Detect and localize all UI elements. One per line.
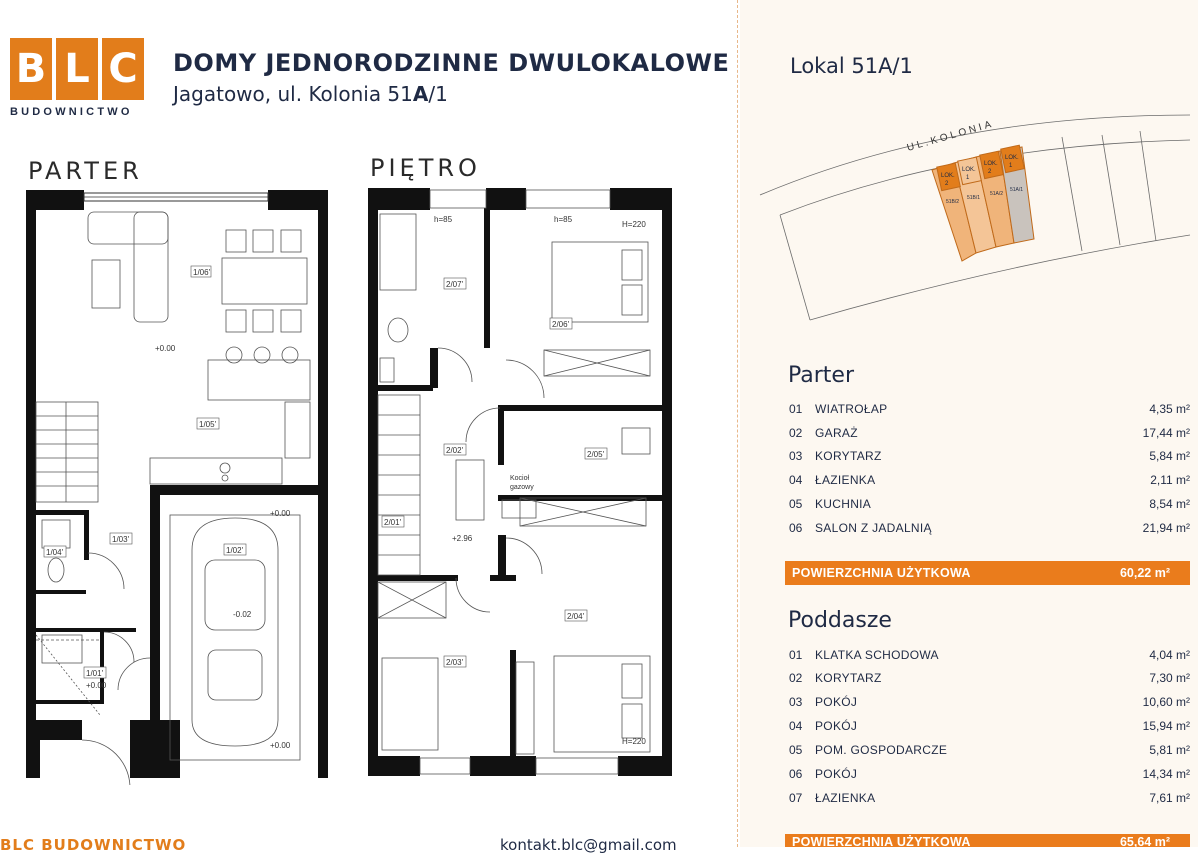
wall bbox=[26, 740, 40, 778]
table-row bbox=[789, 648, 1190, 668]
wall bbox=[368, 756, 420, 776]
level-mark: +0.00 bbox=[270, 741, 291, 750]
room-name: KORYTARZ bbox=[815, 671, 882, 685]
room-name: KLATKA SCHODOWA bbox=[815, 648, 939, 662]
total-label: POWIERZCHNIA UŻYTKOWA bbox=[792, 566, 971, 580]
footer-company: BLC BUDOWNICTWO bbox=[0, 836, 187, 854]
wall bbox=[430, 348, 438, 388]
street-label: UL.KOLONIA bbox=[905, 118, 996, 154]
table-row bbox=[789, 449, 1190, 469]
logo-letter-b: B bbox=[10, 38, 52, 100]
address-prefix: Jagatowo, ul. Kolonia 51 bbox=[173, 82, 413, 106]
wall bbox=[484, 208, 490, 348]
room-name: POKÓJ bbox=[815, 695, 858, 709]
lok-label: LOK. bbox=[962, 167, 976, 173]
room-area: 5,81 m² bbox=[1149, 743, 1190, 757]
room-area: 7,30 m² bbox=[1149, 671, 1190, 685]
wall bbox=[84, 510, 89, 560]
height-note: H=220 bbox=[622, 737, 646, 746]
room-area: 8,54 m² bbox=[1149, 497, 1190, 511]
parter-section-title: Parter bbox=[788, 363, 855, 388]
table-row bbox=[789, 767, 1190, 787]
wall bbox=[36, 590, 86, 594]
room-area: 2,11 m² bbox=[1150, 473, 1190, 487]
height-note: h=85 bbox=[554, 215, 573, 224]
table-row bbox=[789, 521, 1190, 541]
wall bbox=[470, 756, 536, 776]
room-area: 15,94 m² bbox=[1142, 719, 1190, 733]
room-area: 21,94 m² bbox=[1142, 521, 1190, 535]
room-label: 2/06' bbox=[552, 320, 570, 329]
logo-letter-c: C bbox=[102, 38, 144, 100]
total-label: POWIERZCHNIA UŻYTKOWA bbox=[792, 835, 971, 847]
room-name: ŁAZIENKA bbox=[815, 791, 876, 805]
table-row bbox=[789, 497, 1190, 517]
parter-total-bar bbox=[785, 561, 1190, 585]
level-mark: +2.96 bbox=[452, 534, 473, 543]
level-mark: -0.02 bbox=[233, 610, 252, 619]
wall bbox=[318, 190, 328, 778]
height-note: h=85 bbox=[434, 215, 453, 224]
parter-floor-plan bbox=[0, 180, 340, 785]
lok-label: LOK. bbox=[984, 161, 998, 167]
table-row bbox=[789, 695, 1190, 715]
room-name: KORYTARZ bbox=[815, 449, 882, 463]
wall bbox=[510, 650, 516, 756]
table-row bbox=[789, 791, 1190, 811]
room-label: 1/04' bbox=[46, 548, 64, 557]
plot-label: 51A/1 bbox=[1010, 187, 1024, 193]
row-number: 05 bbox=[789, 743, 803, 757]
wall bbox=[662, 188, 672, 776]
address-suffix: /1 bbox=[428, 82, 448, 106]
site-map bbox=[750, 95, 1195, 345]
room-area: 4,04 m² bbox=[1149, 648, 1190, 662]
row-number: 06 bbox=[789, 767, 803, 781]
room-area: 4,35 m² bbox=[1149, 402, 1190, 416]
wall bbox=[490, 575, 516, 581]
wall bbox=[498, 405, 662, 411]
pietro-floor-plan bbox=[360, 180, 690, 785]
table-row bbox=[789, 743, 1190, 763]
boiler-note: gazowy bbox=[510, 484, 534, 491]
wall bbox=[486, 188, 526, 210]
room-label: 2/03' bbox=[446, 658, 464, 667]
row-number: 02 bbox=[789, 671, 803, 685]
table-row bbox=[789, 671, 1190, 691]
room-area: 17,44 m² bbox=[1142, 426, 1190, 440]
wall bbox=[36, 628, 136, 632]
row-number: 03 bbox=[789, 695, 803, 709]
room-label: 2/02' bbox=[446, 446, 464, 455]
room-name: WIATROŁAP bbox=[815, 402, 888, 416]
room-area: 10,60 m² bbox=[1142, 695, 1190, 709]
table-row bbox=[789, 402, 1190, 422]
logo-subtitle: BUDOWNICTWO bbox=[10, 106, 133, 118]
wall bbox=[26, 190, 36, 778]
lok-label: LOK. bbox=[941, 173, 955, 179]
room-name: KUCHNIA bbox=[815, 497, 872, 511]
total-value: 60,22 m² bbox=[1119, 566, 1170, 580]
room-name: POM. GOSPODARCZE bbox=[815, 743, 948, 757]
room-label: 1/01' bbox=[86, 669, 104, 678]
plot-label: 51B/2 bbox=[946, 199, 960, 205]
address-subtitle bbox=[173, 82, 448, 106]
plot-label: 51B/1 bbox=[967, 195, 981, 201]
level-mark: +0.00 bbox=[155, 344, 176, 353]
wall bbox=[618, 756, 672, 776]
plot-label: 51A/2 bbox=[990, 191, 1004, 197]
table-row bbox=[789, 426, 1190, 446]
room-label: 1/06' bbox=[193, 268, 211, 277]
row-number: 01 bbox=[789, 402, 803, 416]
address-bold: A bbox=[412, 82, 429, 106]
parter-plan-label: PARTER bbox=[28, 157, 143, 185]
room-name: ŁAZIENKA bbox=[815, 473, 876, 487]
room-label: 2/07' bbox=[446, 280, 464, 289]
logo-letter-l: L bbox=[56, 38, 98, 100]
lok-label: 2 bbox=[945, 181, 949, 187]
wall bbox=[368, 188, 378, 776]
room-label: 1/05' bbox=[199, 420, 217, 429]
row-number: 03 bbox=[789, 449, 803, 463]
table-row bbox=[789, 719, 1190, 739]
level-mark: +0.00 bbox=[86, 681, 107, 690]
wall bbox=[498, 535, 506, 575]
row-number: 02 bbox=[789, 426, 803, 440]
room-label: 1/03' bbox=[112, 535, 130, 544]
boiler-note: Kocioł bbox=[510, 475, 530, 482]
row-number: 04 bbox=[789, 719, 803, 733]
room-label: 2/04' bbox=[567, 612, 585, 621]
wall bbox=[150, 485, 160, 775]
lokal-title: Lokal 51A/1 bbox=[790, 54, 913, 78]
row-number: 05 bbox=[789, 497, 803, 511]
room-label: 2/01' bbox=[384, 518, 402, 527]
row-number: 01 bbox=[789, 648, 803, 662]
row-number: 04 bbox=[789, 473, 803, 487]
wall bbox=[150, 485, 320, 495]
room-area: 5,84 m² bbox=[1149, 449, 1190, 463]
room-name: POKÓJ bbox=[815, 767, 858, 781]
poddasze-section-title: Poddasze bbox=[788, 608, 892, 633]
room-name: POKÓJ bbox=[815, 719, 858, 733]
room-area: 7,61 m² bbox=[1149, 791, 1190, 805]
pietro-plan-label: PIĘTRO bbox=[370, 154, 481, 182]
wall bbox=[36, 700, 104, 704]
row-number: 06 bbox=[789, 521, 803, 535]
lok-label: LOK. bbox=[1005, 155, 1019, 161]
wall bbox=[36, 510, 88, 515]
wall bbox=[26, 720, 82, 740]
lok-label: 1 bbox=[1009, 163, 1013, 169]
room-label: 2/05' bbox=[587, 450, 605, 459]
room-name: GARAŻ bbox=[815, 426, 858, 440]
room-area: 14,34 m² bbox=[1142, 767, 1190, 781]
wall bbox=[498, 405, 504, 465]
wall bbox=[378, 575, 458, 581]
poddasze-total-bar bbox=[785, 834, 1190, 847]
table-row bbox=[789, 473, 1190, 493]
document-title: DOMY JEDNORODZINNE DWULOKALOWE bbox=[173, 49, 730, 77]
total-value: 65,64 m² bbox=[1119, 835, 1170, 847]
room-name: SALON Z JADALNIĄ bbox=[815, 521, 932, 535]
level-mark: +0.00 bbox=[270, 509, 291, 518]
blc-logo bbox=[10, 38, 148, 118]
row-number: 07 bbox=[789, 791, 803, 805]
lok-label: 2 bbox=[988, 169, 992, 175]
wall bbox=[378, 385, 433, 391]
height-note: H=220 bbox=[622, 220, 646, 229]
footer-email[interactable]: kontakt.blc@gmail.com bbox=[500, 836, 677, 854]
lok-label: 1 bbox=[966, 175, 970, 181]
panel-divider bbox=[737, 0, 738, 847]
room-label: 1/02' bbox=[226, 546, 244, 555]
